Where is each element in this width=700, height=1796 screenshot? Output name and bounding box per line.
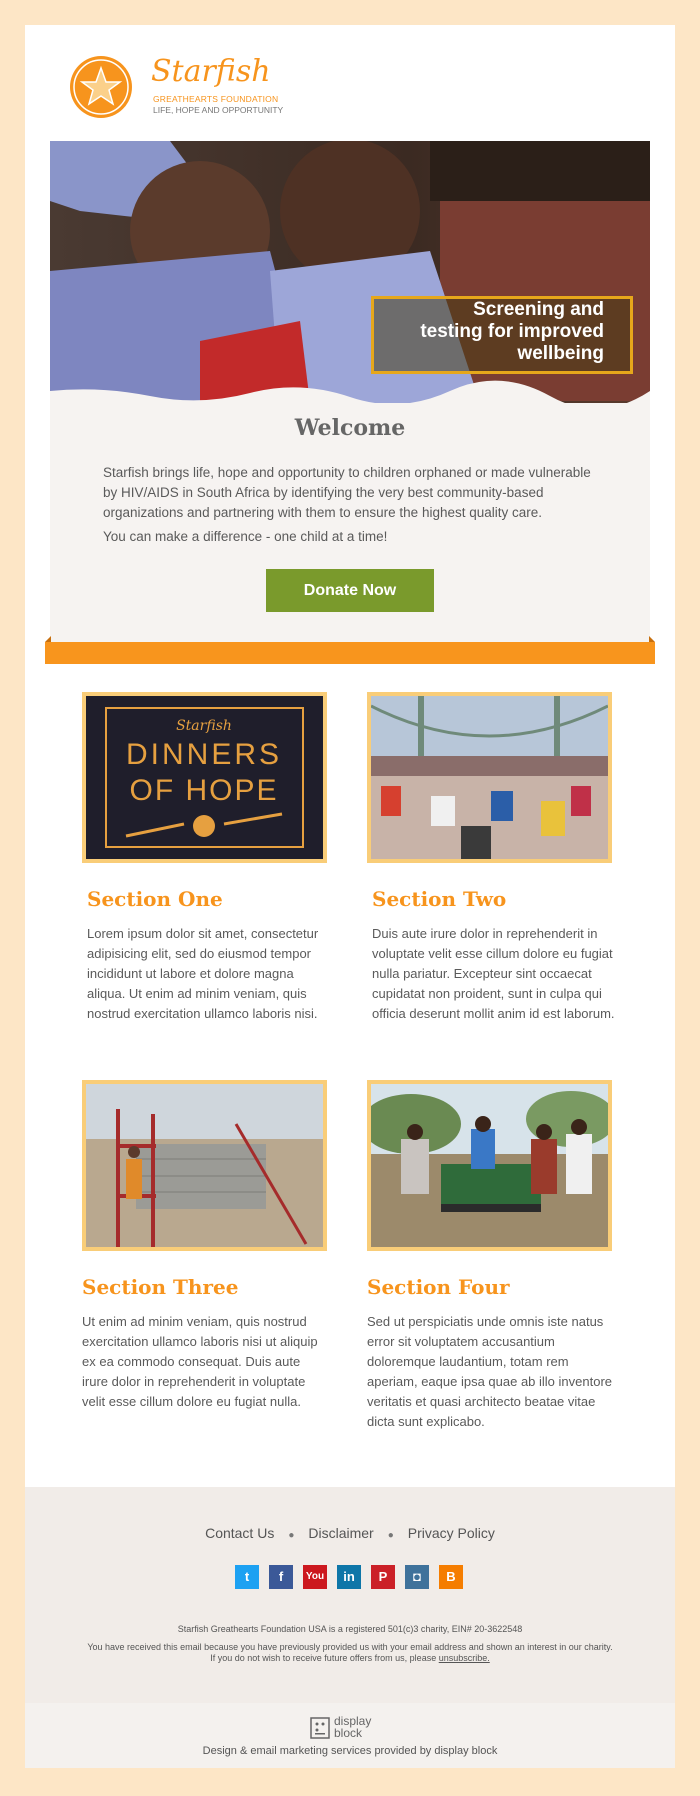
welcome-panel [50, 403, 650, 643]
construction-site-image[interactable] [82, 1080, 327, 1251]
hero-caption-line-3: wellbeing [517, 343, 604, 364]
social-icons [235, 1565, 473, 1589]
footer-links [25, 1525, 675, 1541]
unsubscribe-link[interactable]: unsubscribe. [438, 1653, 490, 1663]
marathon-crowd-image[interactable] [367, 692, 612, 863]
registered-charity-text: Starfish Greathearts Foundation USA is a registered 501(c)3 charity, EIN# 20-3622548 [177, 1624, 523, 1634]
disclaimer-link[interactable]: Disclaimer [308, 1525, 374, 1541]
hero-caption [371, 296, 633, 374]
display-block-name-2: block [334, 1726, 363, 1740]
privacy-policy-link[interactable]: Privacy Policy [407, 1525, 495, 1541]
dinners-line-2: OF HOPE [129, 774, 279, 807]
orange-divider [45, 642, 655, 664]
section-two-body: Duis aute irure dolor in reprehenderit in voluptate velit esse cillum dolore eu fugiat nulla pariatur. Excepteur sint occaecat cupidatat non proident, sunt in culpa qui officia deserunt mollit anim id est laborum. [372, 926, 615, 1021]
logo-org-line: GREATHEARTS FOUNDATION [153, 94, 279, 104]
twitter-icon[interactable]: t [235, 1565, 259, 1589]
hero-caption-text [374, 299, 604, 365]
children-foosball-image[interactable] [367, 1080, 612, 1251]
hero-caption-line-1: Screening and [473, 299, 604, 320]
facebook-icon[interactable]: f [269, 1565, 293, 1589]
agency-branding [25, 1703, 675, 1768]
pinterest-icon[interactable]: P [371, 1565, 395, 1589]
instagram-icon[interactable]: ◘ [405, 1565, 429, 1589]
logo-tagline: LIFE, HOPE AND OPPORTUNITY [153, 105, 284, 115]
hero-image [50, 141, 650, 403]
contact-us-link[interactable]: Contact Us [205, 1525, 275, 1541]
section-one-body: Lorem ipsum dolor sit amet, consectetur adipisicing elit, sed do eiusmod tempor incididunt ut labore et dolore magna aliqua. Ut enim ad minim veniam, quis nostrud exercitation ullamco laboris nisi. [87, 926, 319, 1021]
section-three-body: Ut enim ad minim veniam, quis nostrud exercitation ullamco laboris nisi ut aliquip ex ea commodo consequat. Duis aute irure dolor in reprehenderit in voluptate velit esse cillum dolore eu fugiat nulla. [82, 1314, 318, 1409]
logo-wordmark: Starfish [151, 54, 271, 89]
welcome-body: Starfish brings life, hope and opportunity to children orphaned or made vulnerable by HIV/AIDS in South Africa by identifying the very best community-based organizations and partnering with them to ensure the highest quality care. [103, 465, 591, 520]
section-two-title: Section Two [372, 887, 507, 911]
section-four-body: Sed ut perspiciatis unde omnis iste natus error sit voluptatem accusantium doloremque laudantium, totam rem aperiam, eaque ipsa quae ab illo inventore veritatis et quasi architecto beatae vitae dicta sunt explicabo. [367, 1314, 613, 1429]
dinners-line-1: DINNERS [125, 738, 283, 771]
section-four-title: Section Four [367, 1275, 510, 1299]
dinners-of-hope-image[interactable] [82, 692, 327, 863]
section-three-title: Section Three [82, 1275, 239, 1299]
link-separator: ● [288, 1530, 295, 1541]
starfish-logo[interactable] [69, 52, 299, 122]
hero-caption-line-2: testing for improved [420, 321, 604, 342]
youtube-icon[interactable]: You [303, 1565, 327, 1589]
section-one-title: Section One [87, 887, 223, 911]
welcome-title: Welcome [294, 415, 406, 441]
footer [25, 1487, 675, 1703]
agency-credit: Design & email marketing services provided by display block [202, 1745, 498, 1757]
dinners-brand-text: Starfish [176, 718, 232, 734]
link-separator: ● [387, 1530, 394, 1541]
notice-prefix: If you do not wish to receive future offers from us, please [210, 1653, 437, 1663]
blogger-icon[interactable]: B [439, 1565, 463, 1589]
donate-button[interactable]: Donate Now [266, 569, 434, 612]
email-notice-line-1: You have received this email because you have previously provided us with your email address and shown an interest in our charity. [87, 1642, 613, 1652]
linkedin-icon[interactable]: in [337, 1565, 361, 1589]
display-block-name-1: display [334, 1714, 372, 1728]
email-card [25, 25, 675, 1487]
welcome-subline: You can make a difference - one child at a time! [103, 529, 388, 544]
email-notice-line-2 [25, 1653, 675, 1664]
